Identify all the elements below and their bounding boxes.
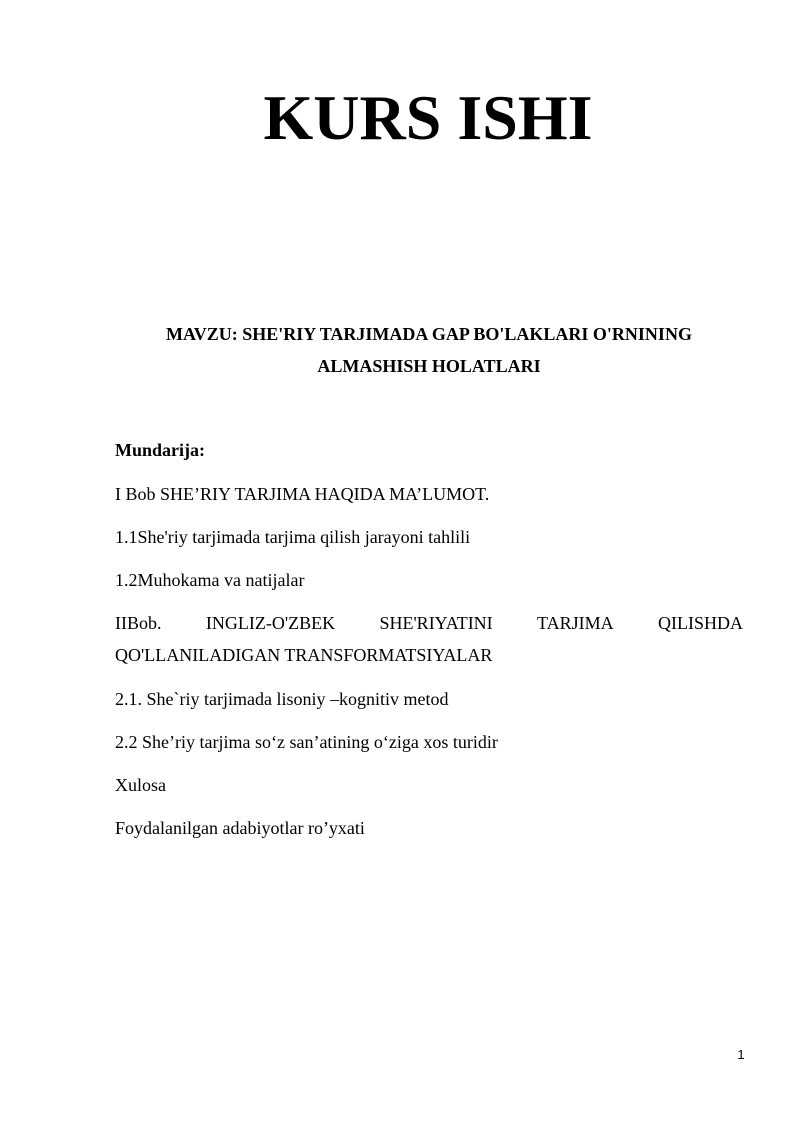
toc-item-2-2: 2.2 She’riy tarjima so‘z san’atining o‘ziga xos turidir [115,732,498,752]
toc-item-2-1: 2.1. She`riy tarjimada lisoniy –kognitiv metod [115,689,449,709]
document-title: KURS ISHI [263,82,593,153]
topic-line-2: ALMASHISH HOLATLARI [317,356,541,376]
toc-item-1-1: 1.1She'riy tarjimada tarjima qilish jarayoni tahlili [115,527,471,547]
toc-word: QILISHDA [657,613,743,633]
toc-word: TARJIMA [537,613,614,633]
contents-heading: Mundarija: [115,440,205,460]
topic-heading [115,318,743,382]
toc-item-chapter-1: I Bob SHE’RIY TARJIMA HAQIDA MA’LUMOT. [115,484,490,504]
toc-item-chapter-2-line-2: QO'LLANILADIGAN TRANSFORMATSIYALAR [115,645,493,665]
toc-item-conclusion: Xulosa [115,775,166,795]
toc-item-chapter-2-line-1 [115,607,743,639]
toc-item-1-2: 1.2Muhokama va natijalar [115,570,305,590]
page-number: 1 [737,1047,745,1062]
topic-line-1: MAVZU: SHE'RIY TARJIMADA GAP BO'LAKLARI O'RNINING [166,324,692,344]
toc-word: SHE'RIYATINI [379,613,493,633]
toc-word: INGLIZ-O'ZBEK [205,613,336,633]
toc-item-references: Foydalanilgan adabiyotlar ro’yxati [115,818,365,838]
toc-item-chapter-2 [115,607,743,671]
toc-word: IIBob. [115,613,162,633]
